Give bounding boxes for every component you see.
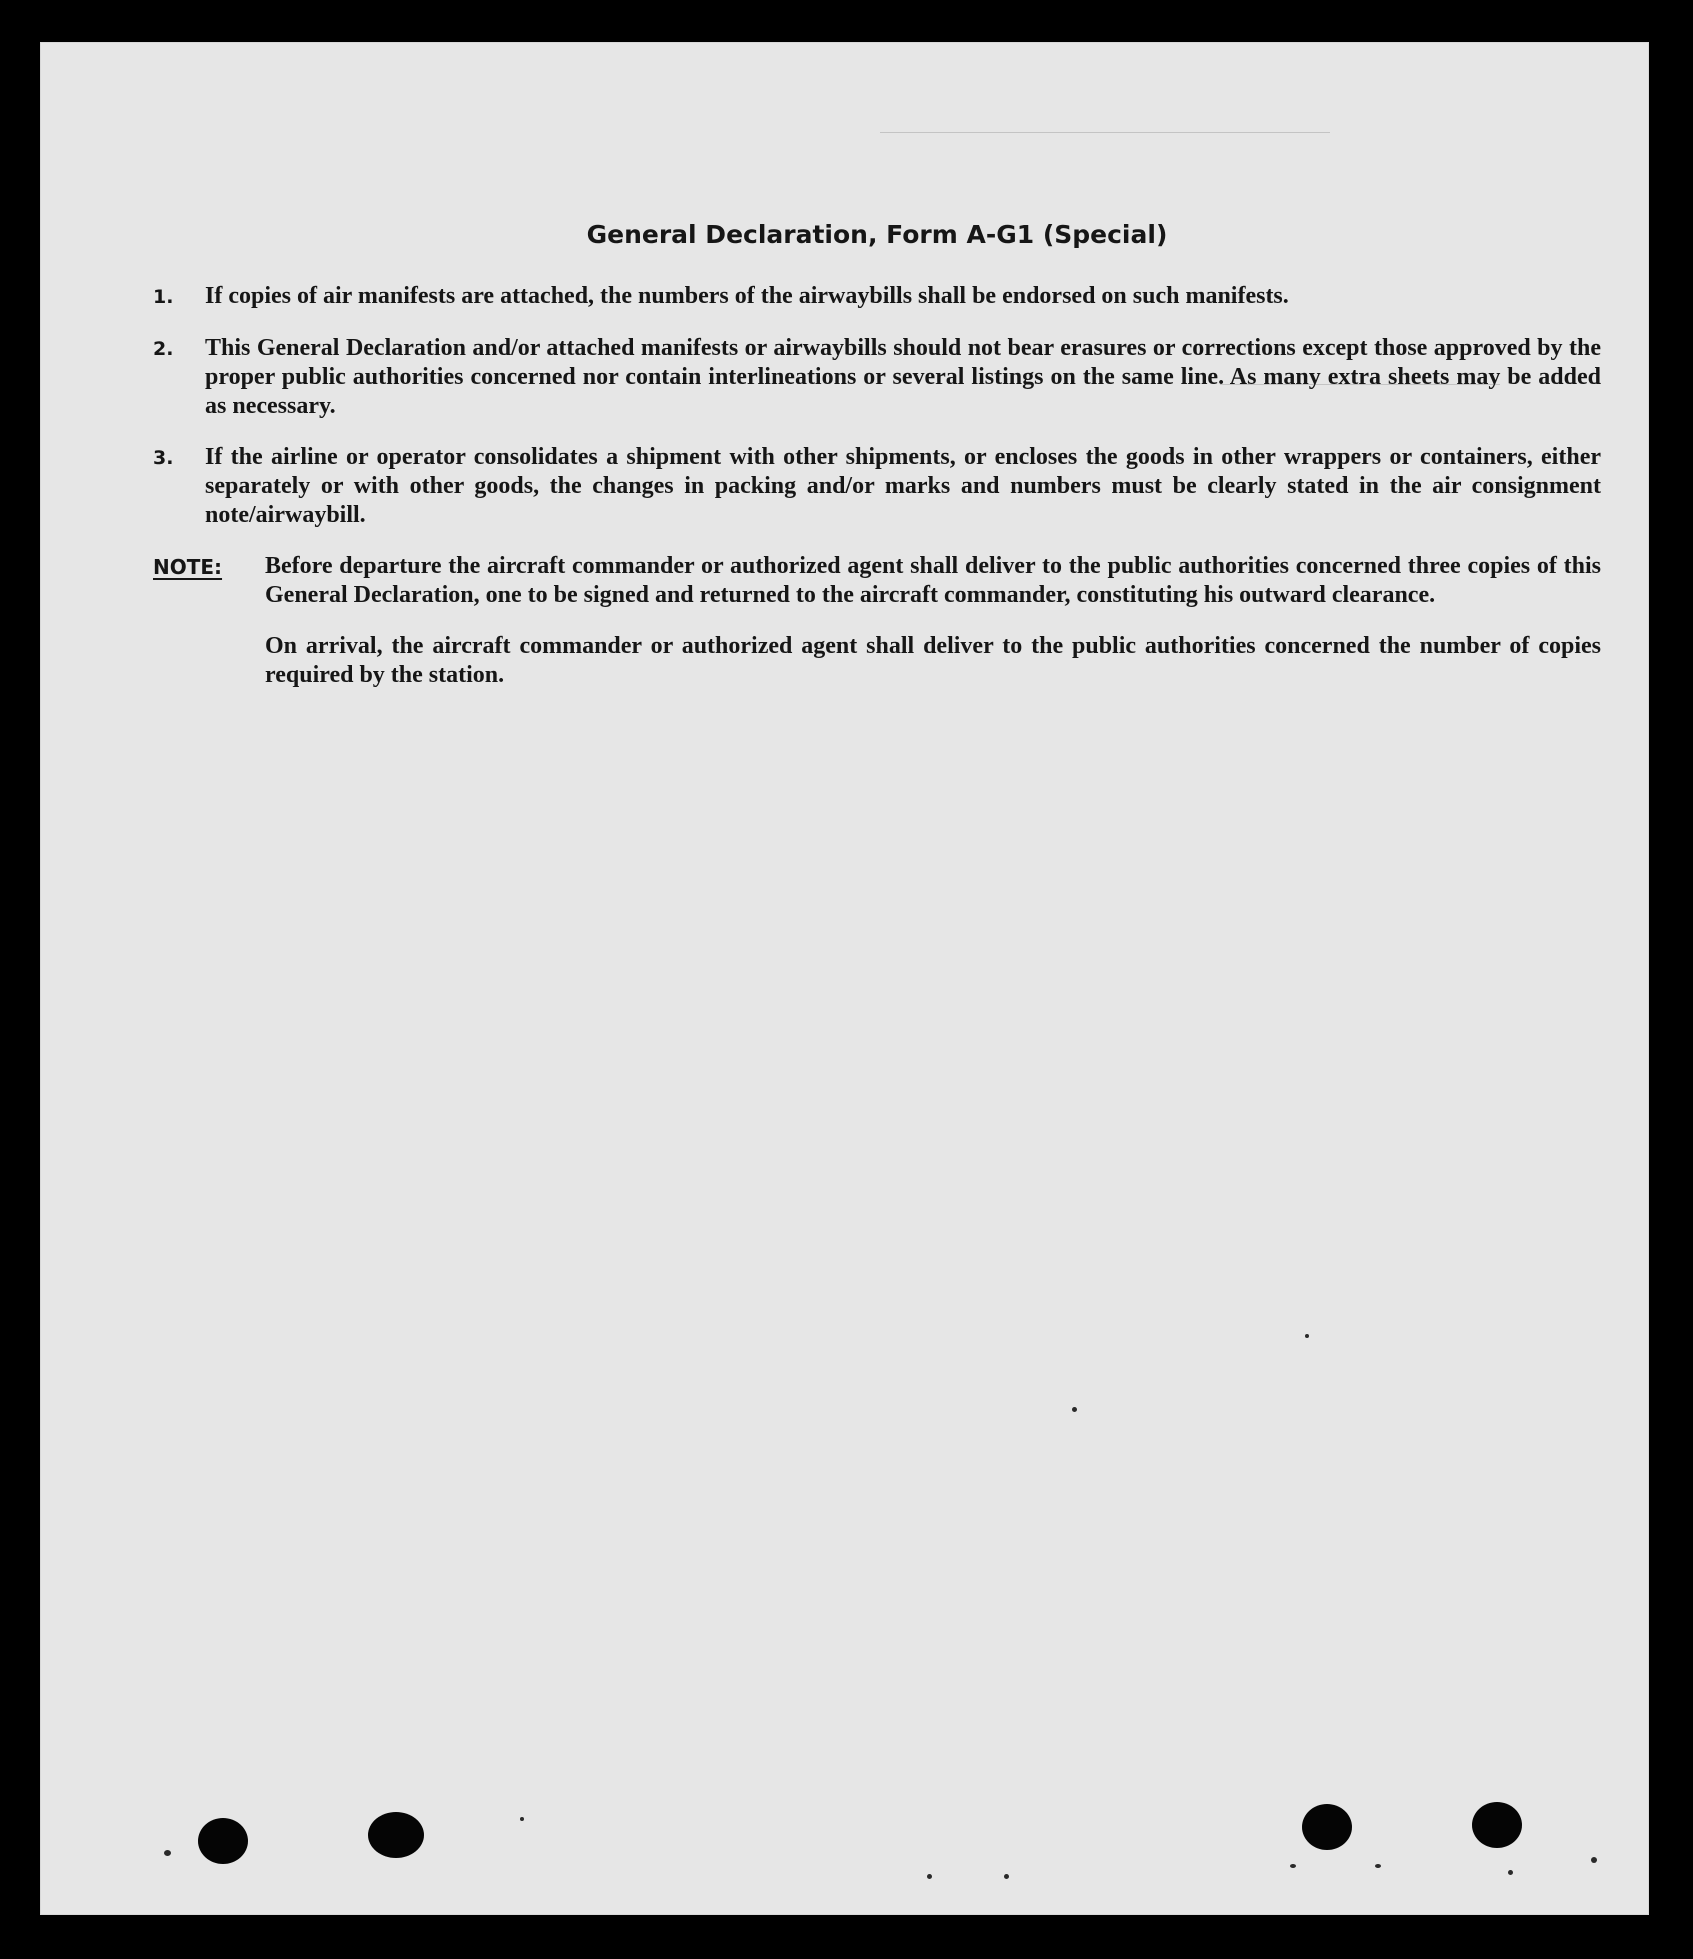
- scan-speck: [164, 1850, 171, 1856]
- scan-speck: [1290, 1864, 1296, 1868]
- document-title: General Declaration, Form A-G1 (Special): [586, 220, 1168, 249]
- list-item: [153, 282, 1601, 312]
- item-text: This General Declaration and/or attached manifests or airwaybills should not bear erasures or corrections except those approved by the proper public authorities concerned nor contain interlineations or several listings on the same line. As many extra sheets may be added as necessary.: [205, 335, 1601, 419]
- scan-speck: [1375, 1864, 1381, 1868]
- item-text: If copies of air manifests are attached, the numbers of the airwaybills shall be endorsed on such manifests.: [205, 283, 1289, 309]
- punch-hole: [1472, 1802, 1522, 1848]
- note-body: [265, 552, 1601, 712]
- note-label: NOTE:: [153, 555, 223, 579]
- list-item: [153, 443, 1601, 530]
- scan-speck: [1508, 1870, 1513, 1875]
- document-page: [40, 42, 1649, 1915]
- note-section: [153, 552, 1601, 712]
- punch-hole: [198, 1818, 248, 1864]
- scan-speck: [1305, 1334, 1309, 1338]
- scan-speck: [1072, 1407, 1077, 1412]
- note-paragraph: Before departure the aircraft commander or authorized agent shall deliver to the public authorities concerned three copies of this General Declaration, one to be signed and returned to the aircraft commander, constituting his outward clearance.: [265, 553, 1601, 608]
- item-number: 3.: [153, 447, 174, 469]
- declaration-instructions: [153, 220, 1601, 712]
- scan-speck: [927, 1874, 932, 1879]
- scan-artifact-line: [880, 132, 1330, 133]
- scan-speck: [1591, 1857, 1597, 1863]
- punch-hole: [368, 1812, 424, 1858]
- scan-speck: [1004, 1874, 1009, 1879]
- punch-hole: [1302, 1804, 1352, 1850]
- note-paragraph: On arrival, the aircraft commander or authorized agent shall deliver to the public authorities concerned the number of copies required by the station.: [265, 633, 1601, 688]
- list-item: [153, 334, 1601, 421]
- item-number: 2.: [153, 338, 174, 360]
- scan-speck: [520, 1817, 524, 1821]
- item-text: If the airline or operator consolidates a shipment with other shipments, or encloses the goods in other wrappers or containers, either separately or with other goods, the changes in packing and/or marks and numbers must be clearly stated in the air consignment note/airwaybill.: [205, 444, 1601, 528]
- item-number: 1.: [153, 286, 174, 308]
